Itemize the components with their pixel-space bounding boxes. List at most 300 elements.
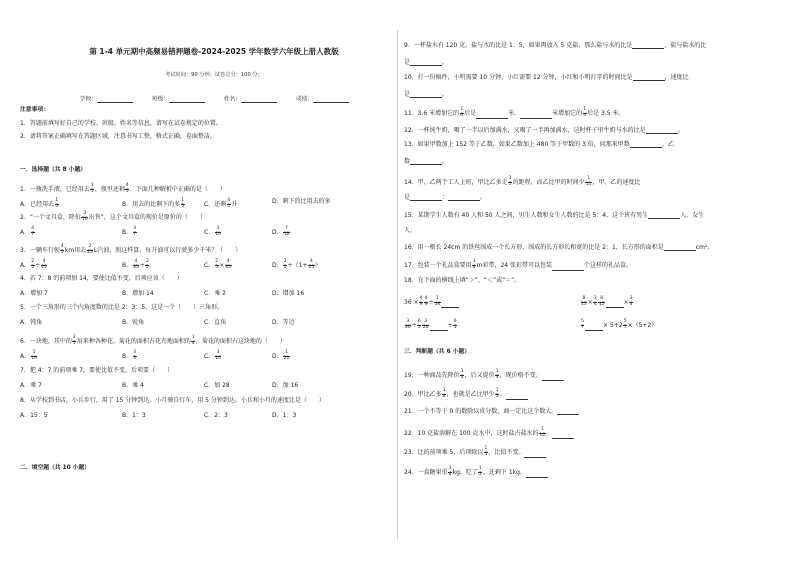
fraction-denominator: 7 <box>133 231 137 237</box>
fraction-numerator: 8 <box>600 296 604 301</box>
fill-question <box>404 158 448 165</box>
text-run: D．增加 16 <box>272 290 305 297</box>
fraction <box>422 320 429 331</box>
text-run: 。 <box>442 158 449 165</box>
answer-option[interactable] <box>122 199 185 210</box>
text-run: C．直角 <box>204 319 227 326</box>
text-run: ，比值不变。 <box>488 448 525 456</box>
text-run: D．剩下的比用去的多 <box>272 198 331 205</box>
answer-blank[interactable] <box>630 141 662 148</box>
fraction-numerator: 3 <box>593 296 597 301</box>
answer-option[interactable] <box>20 383 42 389</box>
text-run: ，现价格不变。 <box>499 371 542 379</box>
answer-blank[interactable] <box>664 244 696 251</box>
fraction <box>60 245 64 256</box>
text-run: A． <box>20 228 31 236</box>
text-run: D． <box>272 352 283 360</box>
fraction-numerator: 1 <box>508 176 512 181</box>
fraction <box>72 336 76 347</box>
text-run: B． <box>122 228 133 236</box>
fraction-numerator: 3 <box>472 259 476 264</box>
fraction-numerator: 4 <box>125 183 129 188</box>
text-run: C．还剩 <box>204 200 227 208</box>
text-run: 15．某期学生人数有 40 人和 50 人之间，男生人数和女生人数的比是 5：4，这个班有男生 <box>404 212 649 219</box>
text-run: 。 <box>499 390 506 398</box>
text-run: 22．10 克盐溶解在 100 克水中，这时盐占盐水的 <box>404 429 539 437</box>
compare-item <box>580 320 657 331</box>
fill-question <box>404 260 632 271</box>
column-divider <box>397 30 398 540</box>
fraction <box>55 199 59 210</box>
exam-meta: 考试时间：90 分钟；试卷总分：100 分； <box>165 72 263 78</box>
fraction-numerator: 4 <box>31 226 34 231</box>
answer-option[interactable] <box>20 291 48 297</box>
text-run: × <box>587 298 593 306</box>
text-run: B．用去的比剩下的多 <box>122 200 181 208</box>
question-stem <box>20 276 183 282</box>
fill-question <box>404 74 689 81</box>
fraction-numerator: 1 <box>479 466 482 471</box>
fraction-numerator: 3 <box>216 226 220 231</box>
fraction <box>133 260 140 271</box>
judge-question <box>404 467 548 478</box>
text-run: cm²。 <box>695 244 714 251</box>
text-run: ，瓶里还剩 <box>94 185 125 193</box>
text-run: D．加 16 <box>272 382 299 389</box>
fraction-denominator: 7 <box>31 231 34 237</box>
answer-option[interactable] <box>20 199 59 210</box>
text-run: ，乙 <box>661 141 674 148</box>
field-blank[interactable] <box>97 96 133 103</box>
question-stem <box>20 368 173 374</box>
text-run: 用来种各种花，菊花的面积占花卉地面积的 <box>76 337 191 345</box>
text-run: 36 × <box>404 298 419 306</box>
answer-blank[interactable] <box>646 127 678 134</box>
text-run: 13．如果甲数加上 152 等于乙数，如果乙数加上 480 等于甲数的 3 倍，问那来甲数 <box>404 141 630 148</box>
fraction <box>539 428 546 439</box>
fraction-numerator: 1 <box>181 198 185 203</box>
fill-question <box>404 59 448 66</box>
fraction-denominator: 5 <box>227 203 231 209</box>
fraction-denominator: 5 <box>133 355 137 361</box>
text-run: 4．若 7：8 的前项加 14，要使比值不变，后项应该（ ） <box>20 275 183 282</box>
answer-option[interactable] <box>122 227 137 238</box>
answer-option[interactable] <box>204 413 228 419</box>
text-run: D． <box>272 261 283 269</box>
answer-blank[interactable] <box>410 158 442 165</box>
fraction-numerator: 1 <box>540 427 544 432</box>
fraction-denominator: 5 <box>508 181 512 187</box>
text-run: ，盐与盐水的比 <box>664 42 707 49</box>
judge-question <box>404 370 564 381</box>
answer-option[interactable] <box>272 227 290 238</box>
text-run: 。 <box>442 59 449 66</box>
text-run: 。 <box>442 91 449 98</box>
text-run: C．2：3 <box>204 412 228 419</box>
text-run: 。 <box>480 194 487 201</box>
compare-item <box>404 297 459 308</box>
text-run: 2．“一个文具盒，降价 <box>20 213 81 221</box>
text-run: B．乘 4 <box>122 382 144 389</box>
field-label: 学校： <box>80 96 97 103</box>
fraction-denominator: 25 <box>133 264 139 270</box>
field-label: 成绩： <box>296 96 313 103</box>
fraction <box>215 351 222 362</box>
answer-option[interactable] <box>122 383 144 389</box>
fraction-denominator: 4 <box>442 393 446 399</box>
fraction <box>434 297 441 308</box>
answer-blank[interactable] <box>552 264 584 271</box>
question-stem <box>20 305 223 311</box>
answer-blank[interactable] <box>410 59 442 66</box>
text-run: A．乘 7 <box>20 382 42 389</box>
text-run: L汽油，照这样算，每升油可以行驶多少千米？（ ） <box>93 246 242 254</box>
field-school[interactable] <box>80 96 133 103</box>
fraction <box>41 260 48 271</box>
judge-question <box>404 408 579 415</box>
fraction-denominator: 5 <box>215 264 219 270</box>
answer-option[interactable] <box>204 199 237 210</box>
answer-option[interactable] <box>20 351 38 362</box>
field-blank[interactable] <box>313 96 349 103</box>
fraction-denominator: 9 <box>424 301 428 307</box>
fraction <box>581 320 585 331</box>
field-name[interactable] <box>224 96 277 103</box>
fraction-numerator: 6 <box>453 319 457 324</box>
fraction-denominator: 5 <box>55 203 58 209</box>
fraction <box>442 389 446 400</box>
fraction-denominator: 4 <box>191 340 195 346</box>
text-run: D．1：3 <box>272 412 297 419</box>
fraction <box>495 389 499 400</box>
answer-option[interactable] <box>204 260 232 271</box>
text-run: m彩带，24 张彩带可以包装 <box>476 261 553 269</box>
fraction-denominator: 25 <box>308 264 315 270</box>
compare-item <box>404 320 458 331</box>
text-run: A．钝角 <box>20 319 43 326</box>
fraction <box>225 260 232 271</box>
fraction-numerator: 3 <box>83 211 87 216</box>
answer-blank[interactable] <box>542 374 564 381</box>
text-run: A．15：5 <box>20 412 48 419</box>
judge-question <box>404 447 546 458</box>
fraction-denominator: 10 <box>31 355 37 361</box>
answer-option[interactable] <box>272 199 331 205</box>
fraction <box>81 212 88 223</box>
text-run: 的距程，而乙比甲的时间少 <box>512 178 585 186</box>
fraction-denominator: 6 <box>460 112 463 118</box>
fraction-denominator: 25 <box>225 264 231 270</box>
text-run: kg，吃了 <box>452 468 478 476</box>
text-run: × <box>219 261 225 269</box>
fraction-numerator: 3 <box>216 350 220 355</box>
fraction-numerator: 2 <box>88 244 92 249</box>
fraction-numerator: 4 <box>42 259 46 264</box>
fraction <box>87 245 94 256</box>
answer-blank[interactable] <box>648 212 680 219</box>
fraction-denominator: 20 <box>283 355 290 361</box>
text-run: 8．从学校到书店，小兵步行，用了 15 分钟到达，小月骑自行车，用 5 分钟到达。小兵和小月的速度比是（ ） <box>20 397 325 404</box>
text-run: 米增加它的 <box>552 109 583 117</box>
text-run: ÷ <box>411 321 417 329</box>
section-heading-judge: 三．判断题（共 6 小题） <box>404 349 471 355</box>
answer-blank[interactable] <box>632 42 664 49</box>
fraction <box>585 177 592 188</box>
fraction <box>181 199 185 210</box>
answer-option[interactable] <box>272 291 304 297</box>
fraction <box>472 260 476 271</box>
text-run: A． <box>20 352 31 360</box>
fraction-numerator: 3 <box>448 466 452 471</box>
text-run: C．乘 2 <box>204 290 226 297</box>
answer-option[interactable] <box>272 320 295 326</box>
answer-blank[interactable] <box>633 74 665 81</box>
answer-blank[interactable] <box>441 301 459 308</box>
fraction-numerator: 1 <box>436 296 439 301</box>
fill-question <box>404 194 486 201</box>
fill-question <box>404 228 416 234</box>
text-run: 数 <box>404 158 411 165</box>
text-run: C． <box>204 228 215 236</box>
answer-blank[interactable] <box>557 408 579 415</box>
fraction-denominator: 5 <box>417 324 421 330</box>
text-run: 18．在下面的横线上填“＞”、“＜”或“＝”。 <box>404 277 521 284</box>
fraction <box>629 297 633 308</box>
fraction-denominator: 10 <box>215 355 221 361</box>
fraction-denominator: 11 <box>585 181 592 187</box>
fraction <box>133 351 137 362</box>
text-run: 16．用一根长 24cm 的铁丝围成一个长方形，围成的长方形长和宽的比是 2：1，长方形的面积是 <box>404 244 664 251</box>
fraction <box>460 108 464 119</box>
fraction-numerator: 1 <box>583 107 587 112</box>
fraction-denominator: 5 <box>484 451 488 457</box>
fraction-denominator: 5 <box>495 393 499 399</box>
field-class[interactable] <box>152 96 205 103</box>
fraction-numerator: 2 <box>72 335 76 340</box>
text-run: ÷ <box>35 261 41 269</box>
text-run: ，菊花的面积占这块地的（ ） <box>195 337 286 345</box>
answer-blank[interactable] <box>506 393 528 400</box>
answer-option[interactable] <box>20 260 48 271</box>
fraction-denominator: 5 <box>90 188 94 194</box>
fraction <box>495 370 499 381</box>
text-run: 是 <box>404 91 411 98</box>
fraction <box>583 108 587 119</box>
judge-question <box>404 389 528 400</box>
text-run: 19．一种商品先降价 <box>404 371 460 379</box>
text-run: A．增加 7 <box>20 290 48 297</box>
answer-blank[interactable] <box>585 324 603 331</box>
text-run: A．已经用去 <box>20 200 55 208</box>
field-label: 班级： <box>152 96 169 103</box>
section-heading-choice: 一．选择题（共 8 小题） <box>20 167 87 173</box>
answer-blank[interactable] <box>410 194 442 201</box>
text-run: 人。 <box>404 227 417 234</box>
fill-question <box>404 177 640 188</box>
text-run: 3．一辆车行驶 <box>20 246 60 254</box>
fraction-denominator: 2 <box>479 471 482 477</box>
fraction-numerator: 4 <box>424 296 428 301</box>
answer-option[interactable] <box>204 351 222 362</box>
text-run: ，还剩下 1kg。 <box>482 468 526 476</box>
fraction-denominator: 4 <box>593 301 597 307</box>
fraction <box>283 351 290 362</box>
fraction-denominator: 5 <box>31 264 34 270</box>
fraction-denominator: 20 <box>405 324 411 330</box>
answer-option[interactable] <box>20 227 35 238</box>
answer-blank[interactable] <box>524 451 546 458</box>
fraction-numerator: 8 <box>582 296 586 301</box>
fraction-numerator: 1 <box>460 369 464 374</box>
fraction <box>283 227 290 238</box>
answer-option[interactable] <box>20 413 48 419</box>
answer-blank[interactable] <box>526 471 548 478</box>
fraction-numerator: 3 <box>424 319 428 324</box>
fraction-denominator: 10 <box>82 216 88 222</box>
fraction-numerator: 1 <box>460 107 463 112</box>
field-score[interactable] <box>296 96 349 103</box>
fraction <box>283 260 287 271</box>
text-run: 出售”，这个文具盒的现价是原价的（ ） <box>88 213 206 221</box>
text-run: 个这样的礼品盒。 <box>584 261 633 269</box>
text-run: ，速度比 <box>664 74 689 81</box>
fraction-denominator: 15 <box>581 301 587 307</box>
text-run: ×（5+2） <box>627 321 658 329</box>
answer-option[interactable] <box>272 413 296 419</box>
fill-question <box>404 212 704 219</box>
fraction-denominator: 36 <box>434 301 441 307</box>
answer-option[interactable] <box>272 351 290 362</box>
fraction <box>31 227 35 238</box>
fraction <box>453 320 457 331</box>
answer-blank[interactable] <box>430 324 448 331</box>
answer-option[interactable] <box>204 291 226 297</box>
fraction-numerator: 1 <box>90 183 94 188</box>
answer-option[interactable] <box>272 383 298 389</box>
answer-option[interactable] <box>122 260 150 271</box>
fraction-denominator: 10 <box>283 231 290 237</box>
text-run: 17．包装一个礼品盒要用 <box>404 261 472 269</box>
field-blank[interactable] <box>169 96 205 103</box>
text-run: ÷ <box>139 261 145 269</box>
fill-question <box>404 141 674 148</box>
answer-blank[interactable] <box>410 91 442 98</box>
fraction-denominator: 7 <box>623 324 627 330</box>
text-run: 20．甲比乙多 <box>404 390 442 398</box>
fill-question <box>404 91 448 98</box>
answer-blank[interactable] <box>520 112 552 119</box>
fraction-numerator: 3 <box>406 319 410 324</box>
text-run: 7．把 4：7 的前项乘 7，要使比值不变，后项要（ ） <box>20 367 173 374</box>
fraction <box>191 336 195 347</box>
fraction-denominator: 4 <box>629 301 633 307</box>
answer-option[interactable] <box>204 320 226 326</box>
text-run: ．下面几种解析中正确的是（ ） <box>129 185 226 193</box>
fraction <box>593 297 597 308</box>
text-run: 24．一盒糖果重 <box>404 468 448 476</box>
fraction-numerator: 3 <box>133 226 137 231</box>
text-run: km用去 <box>64 246 87 254</box>
text-run: ，后又提价 <box>464 371 495 379</box>
answer-blank[interactable] <box>552 432 574 439</box>
text-run: 米， <box>508 109 521 117</box>
fraction <box>405 320 412 331</box>
fraction-denominator: 5 <box>72 340 76 346</box>
fraction-numerator: 2 <box>31 259 34 264</box>
fraction <box>598 297 605 308</box>
fraction <box>125 184 129 195</box>
answer-option[interactable] <box>272 260 321 271</box>
fraction-numerator: 3 <box>133 350 137 355</box>
text-run: 后是 <box>464 109 477 117</box>
fraction-numerator: 2 <box>283 259 287 264</box>
fraction-denominator: 7 <box>581 324 584 330</box>
text-run: B．1：3 <box>122 412 146 419</box>
fraction-denominator: 5 <box>125 188 129 194</box>
fraction-numerator: 1 <box>55 198 58 203</box>
text-run: B．锐角 <box>122 319 145 326</box>
text-run: ） <box>315 261 322 269</box>
fraction <box>145 260 149 271</box>
fraction-numerator: 1 <box>484 446 488 451</box>
fraction-denominator: 5 <box>146 264 149 270</box>
text-run: 5．一个三角形的三个内角度数的比是 2：3：5，这是一个（ ）三角形。 <box>20 304 224 311</box>
answer-option[interactable] <box>122 351 137 362</box>
fraction <box>460 370 464 381</box>
fill-question <box>404 278 520 284</box>
fill-question <box>404 244 713 251</box>
fraction-denominator: 10 <box>215 231 221 237</box>
text-run: ÷ <box>447 321 453 329</box>
fraction-numerator: 1 <box>442 388 446 393</box>
answer-blank[interactable] <box>476 112 508 119</box>
answer-option[interactable] <box>122 320 144 326</box>
fraction-denominator: 20 <box>422 324 429 330</box>
fraction <box>623 320 627 331</box>
fraction-numerator: 4 <box>134 259 138 264</box>
text-run: 10．打一份稿件，小明需要 10 分钟，小红需要 12 分钟，小红和小明打字的时间比是 <box>404 74 633 81</box>
answer-option[interactable] <box>122 291 154 297</box>
answer-option[interactable] <box>204 383 230 389</box>
text-run: 是 <box>404 59 411 66</box>
fraction-numerator: 2 <box>146 259 149 264</box>
fill-question <box>404 42 706 49</box>
text-run: D． <box>272 228 283 236</box>
fraction-numerator: 5 <box>581 319 584 324</box>
answer-option[interactable] <box>122 413 146 419</box>
note-item: 2．请将答案正确填写在答题区域，注意书写工整，格式正确，卷面整洁。 <box>20 133 216 140</box>
fraction <box>424 297 428 308</box>
answer-option[interactable] <box>204 227 222 238</box>
fraction-denominator: 5 <box>60 249 64 255</box>
answer-blank[interactable] <box>606 301 624 308</box>
text-run: D．等边 <box>272 319 295 326</box>
answer-blank[interactable] <box>448 194 480 201</box>
fraction-denominator: 4 <box>583 112 587 118</box>
fraction-denominator: 3 <box>495 374 499 380</box>
question-stem <box>20 245 241 256</box>
text-run: B． <box>122 352 133 360</box>
field-blank[interactable] <box>241 96 277 103</box>
text-run: A． <box>20 261 31 269</box>
question-stem <box>20 212 206 223</box>
fraction-denominator: 10 <box>539 432 546 438</box>
text-run: C．加 28 <box>204 382 230 389</box>
text-run: 23．比的前项乘 5，后项除以 <box>404 448 484 456</box>
answer-option[interactable] <box>20 320 42 326</box>
text-run: 9．一杯盐水有 120 克，盐与水的比是 1：5，如果再放入 5 克盐，那么盐与水的比是 <box>404 42 633 49</box>
fraction-numerator: 4 <box>60 244 64 249</box>
